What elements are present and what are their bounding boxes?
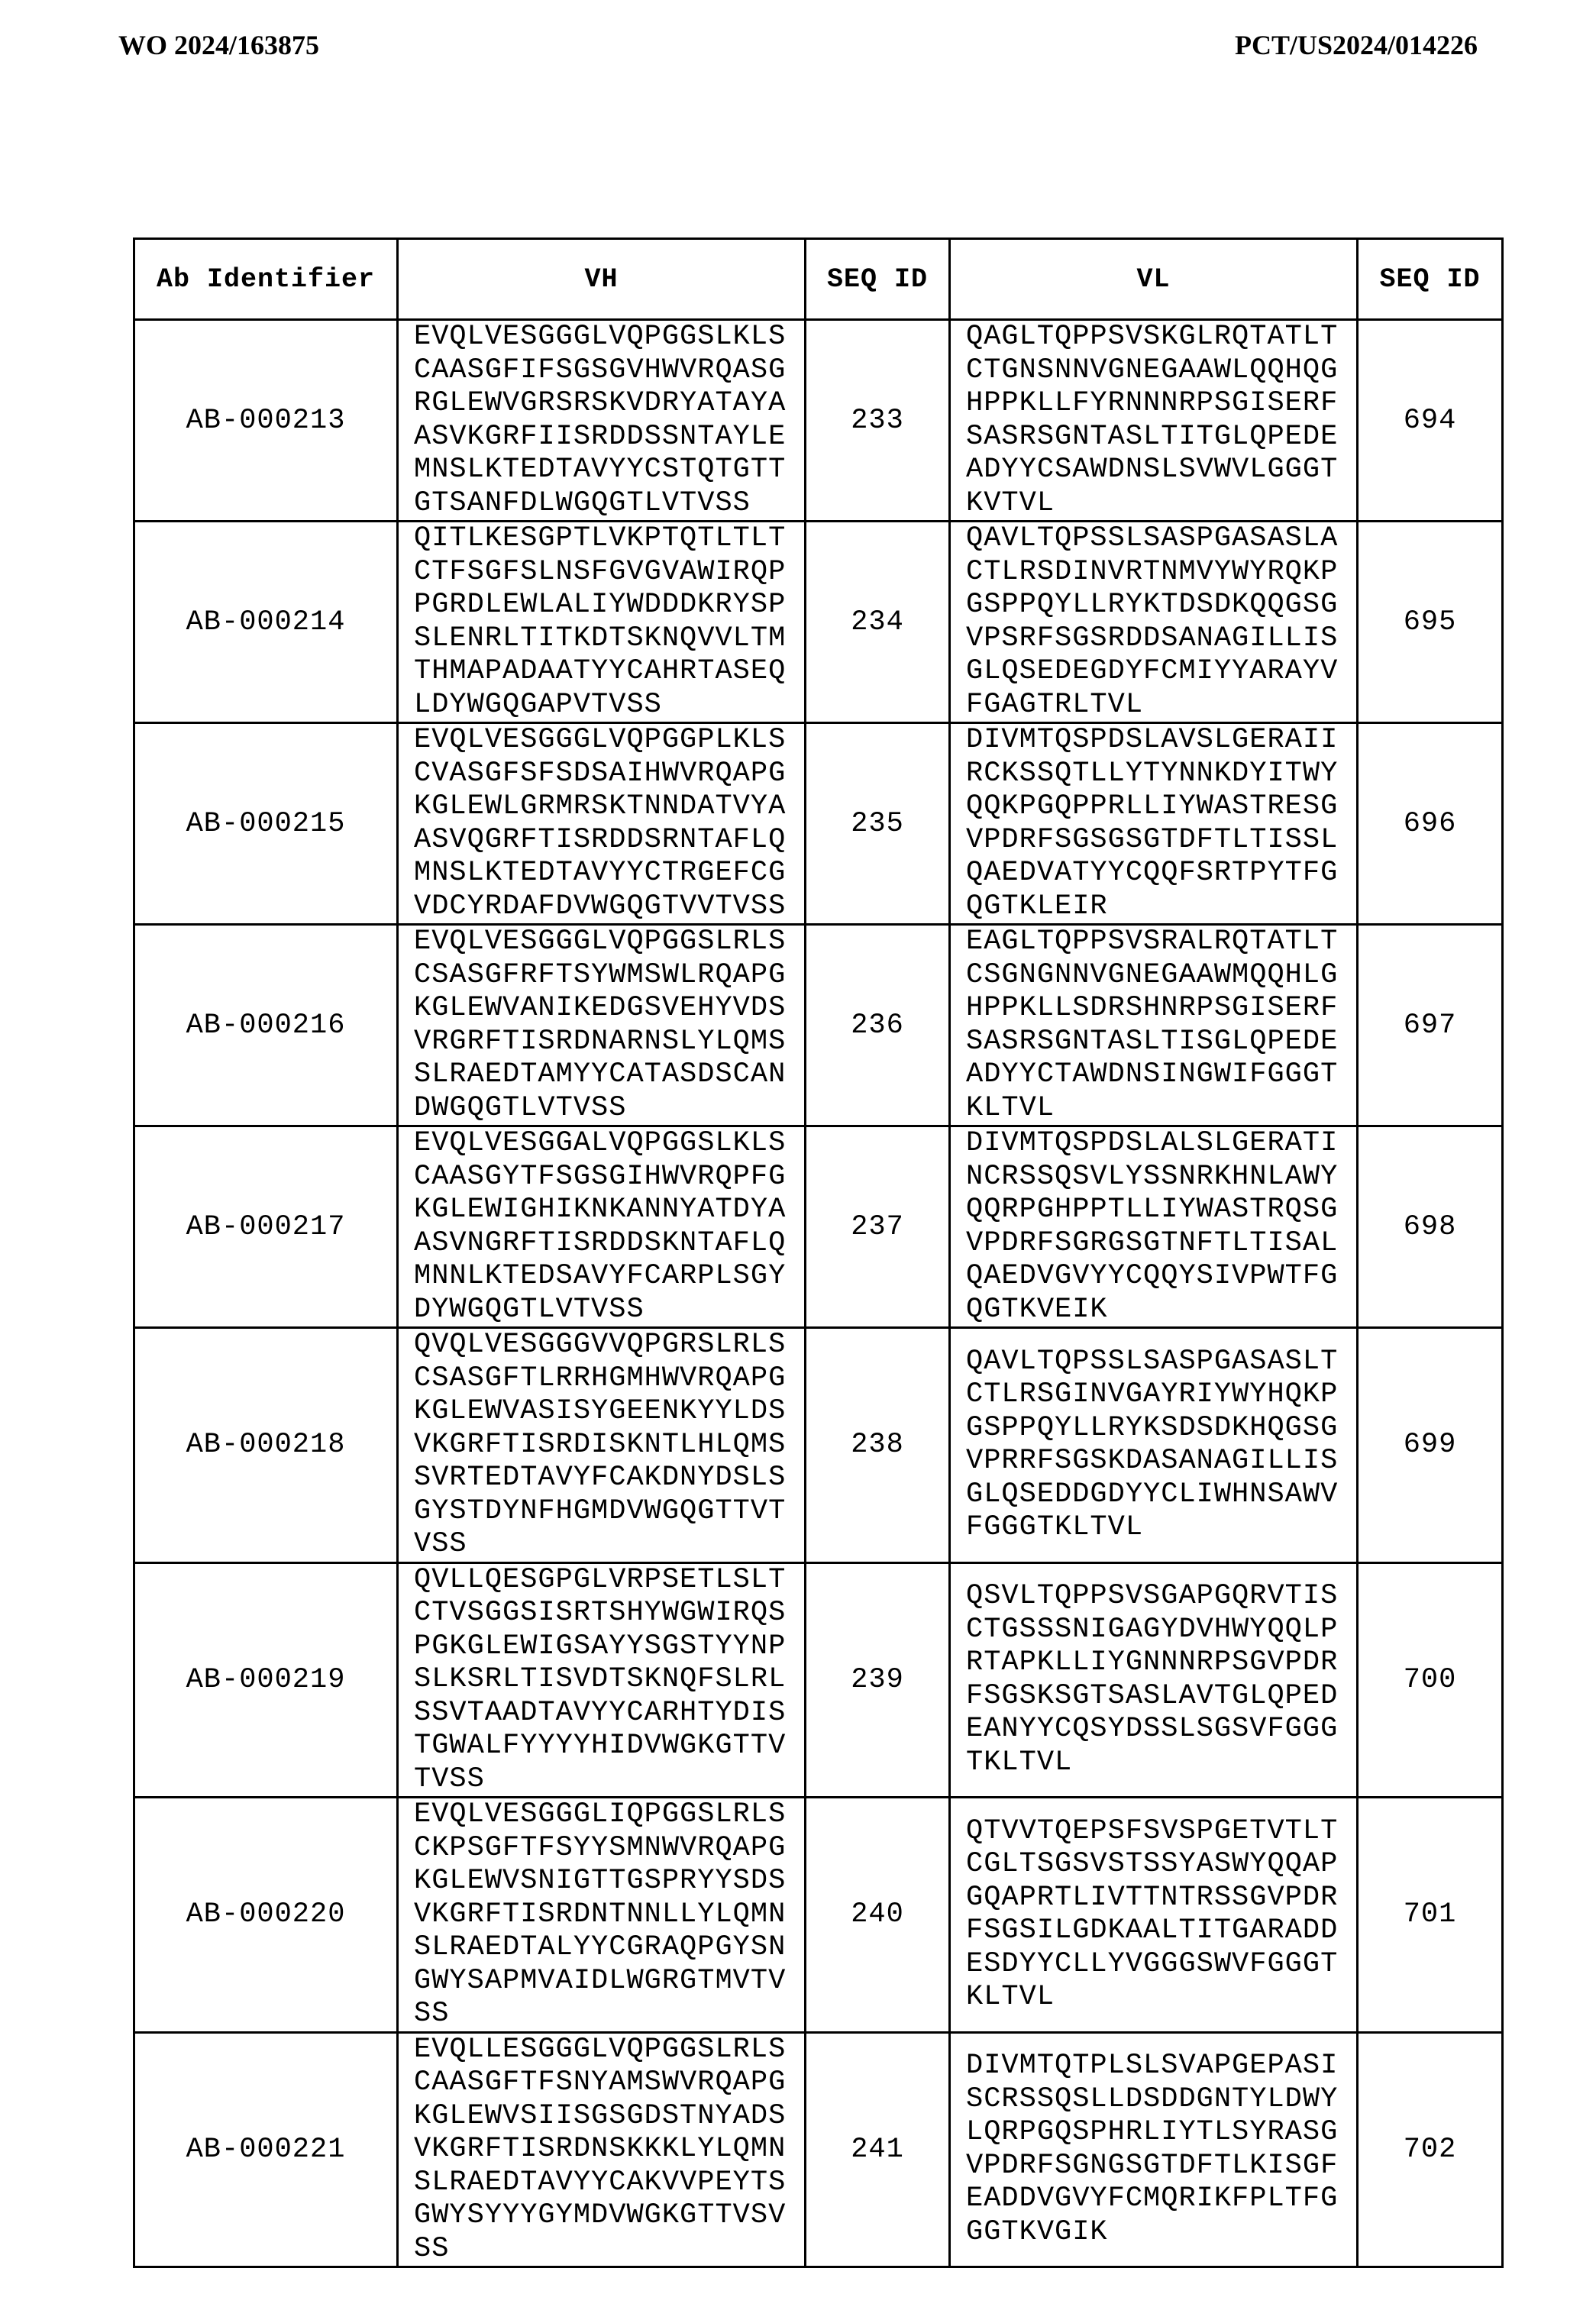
vh-sequence-cell: EVQLLESGGGLVQPGGSLRLS CAASGFTFSNYAMSWVRQAPG KGLEWVSIISGSGDSTNYADS VKGRFTISRDNSKKKLYLQMN SLRAEDTAVYYCAKVVPEYTS GWYSYYYGYMDVWGKGTTVSV SS — [398, 2032, 806, 2267]
vl-sequence-cell: QAGLTQPPSVSKGLRQTATLT CTGNSNNVGNEGAAWLQQHQG HPPKLLFYRNNNRPSGISERF SASRSGNTASLTITGLQPEDE ADYYCSAWDNSLSVWVLGGGT KVTVL — [950, 320, 1358, 522]
ab-identifier-cell: AB-000215 — [134, 723, 398, 925]
vh-seq-id-cell: 236 — [806, 925, 950, 1126]
table-row — [134, 522, 1503, 723]
vl-sequence-cell: DIVMTQSPDSLALSLGERATI NCRSSQSVLYSSNRKHNLAWY QQRPGHPPTLLIYWASTRQSG VPDRFSGRGSGTNFTLTISAL QAEDVGVYYCQQYSIVPWTFG QGTKVEIK — [950, 1126, 1358, 1328]
vl-seq-id-cell: 702 — [1358, 2032, 1503, 2267]
vl-seq-id-cell: 701 — [1358, 1798, 1503, 2033]
vh-sequence-cell: EVQLVESGGALVQPGGSLKLS CAASGYTFSGSGIHWVRQPFG KGLEWIGHIKNKANNYATDYA ASVNGRFTISRDDSKNTAFLQ MNNLKTEDSAVYFCARPLSGY DYWGQGTLVTVSS — [398, 1126, 806, 1328]
ab-identifier-cell: AB-000218 — [134, 1328, 398, 1563]
vl-sequence-cell: QAVLTQPSSLSASPGASASLT CTLRSGINVGAYRIYWYHQKP GSPPQYLLRYKSDSDKHQGSG VPRRFSGSKDASANAGILLIS GLQSEDDGDYYCLIWHNSAWV FGGGTKLTVL — [950, 1328, 1358, 1563]
vl-sequence-cell: QTVVTQEPSFSVSPGETVTLT CGLTSGSVSTSSYASWYQQAP GQAPRTLIVTTNTRSSGVPDR FSGSILGDKAALTITGARADD ESDYYCLLYVGGGSWVFGGGT KLTVL — [950, 1798, 1358, 2033]
vl-seq-id-cell: 699 — [1358, 1328, 1503, 1563]
table-row — [134, 320, 1503, 522]
ab-identifier-cell: AB-000216 — [134, 925, 398, 1126]
vh-sequence-cell: QVQLVESGGGVVQPGRSLRLS CSASGFTLRRHGMHWVRQAPG KGLEWVASISYGEENKYYLDS VKGRFTISRDISKNTLHLQMS SVRTEDTAVYFCAKDNYDSLS GYSTDYNFHGMDVWGQGTTVT VSS — [398, 1328, 806, 1563]
ab-identifier-cell: AB-000221 — [134, 2032, 398, 2267]
ab-identifier-cell: AB-000219 — [134, 1562, 398, 1798]
column-header-vh: VH — [398, 239, 806, 320]
vh-sequence-cell: EVQLVESGGGLVQPGGSLKLS CAASGFIFSGSGVHWVRQASG RGLEWVGRSRSKVDRYATAYA ASVKGRFIISRDDSSNTAYLE MNSLKTEDTAVYYCSTQTGTT GTSANFDLWGQGTLVTVSS — [398, 320, 806, 522]
table-row — [134, 925, 1503, 1126]
ab-identifier-cell: AB-000214 — [134, 522, 398, 723]
vl-sequence-cell: DIVMTQTPLSLSVAPGEPASI SCRSSQSLLDSDDGNTYLDWY LQRPGQSPHRLIYTLSYRASG VPDRFSGNGSGTDFTLKISGF EADDVGVYFCMQRIKFPLTFG GGTKVGIK — [950, 2032, 1358, 2267]
vl-seq-id-cell: 698 — [1358, 1126, 1503, 1328]
vh-seq-id-cell: 233 — [806, 320, 950, 522]
column-header-vh-seq-id: SEQ ID — [806, 239, 950, 320]
column-header-ab-identifier: Ab Identifier — [134, 239, 398, 320]
vh-seq-id-cell: 240 — [806, 1798, 950, 2033]
table-row — [134, 2032, 1503, 2267]
vl-seq-id-cell: 694 — [1358, 320, 1503, 522]
vh-seq-id-cell: 239 — [806, 1562, 950, 1798]
vl-seq-id-cell: 697 — [1358, 925, 1503, 1126]
vh-seq-id-cell: 241 — [806, 2032, 950, 2267]
vh-sequence-cell: EVQLVESGGGLIQPGGSLRLS CKPSGFTFSYYSMNWVRQAPG KGLEWVSNIGTTGSPRYYSDS VKGRFTISRDNTNNLLYLQMN SLRAEDTALYYCGRAQPGYSN GWYSAPMVAIDLWGRGTMVTV SS — [398, 1798, 806, 2033]
vh-seq-id-cell: 238 — [806, 1328, 950, 1563]
vh-sequence-cell: QVLLQESGPGLVRPSETLSLT CTVSGGSISRTSHYWGWIRQS PGKGLEWIGSAYYSGSTYYNP SLKSRLTISVDTSKNQFSLRL SSVTAADTAVYYCARHTYDIS TGWALFYYYYHIDVWGKGTTV TVSS — [398, 1562, 806, 1798]
table-row — [134, 723, 1503, 925]
vh-seq-id-cell: 237 — [806, 1126, 950, 1328]
publication-number: WO 2024/163875 — [118, 29, 319, 61]
vh-sequence-cell: EVQLVESGGGLVQPGGSLRLS CSASGFRFTSYWMSWLRQAPG KGLEWVANIKEDGSVEHYVDS VRGRFTISRDNARNSLYLQMS SLRAEDTAMYYCATASDSCAN DWGQGTLVTVSS — [398, 925, 806, 1126]
antibody-sequence-table — [133, 237, 1504, 2268]
vh-seq-id-cell: 234 — [806, 522, 950, 723]
column-header-vl-seq-id: SEQ ID — [1358, 239, 1503, 320]
table-row — [134, 1562, 1503, 1798]
vh-sequence-cell: EVQLVESGGGLVQPGGPLKLS CVASGFSFSDSAIHWVRQAPG KGLEWLGRMRSKTNNDATVYA ASVQGRFTISRDDSRNTAFLQ MNSLKTEDTAVYYCTRGEFCG VDCYRDAFDVWGQGTVVTVSS — [398, 723, 806, 925]
vl-seq-id-cell: 695 — [1358, 522, 1503, 723]
vl-sequence-cell: EAGLTQPPSVSRALRQTATLT CSGNGNNVGNEGAAWMQQHLG HPPKLLSDRSHNRPSGISERF SASRSGNTASLTISGLQPEDE ADYYCTAWDNSINGWIFGGGT KLTVL — [950, 925, 1358, 1126]
vl-sequence-cell: DIVMTQSPDSLAVSLGERAII RCKSSQTLLYTYNNKDYITWY QQKPGQPPRLLIYWASTRESG VPDRFSGSGSGTDFTLTISSL QAEDVATYYCQQFSRTPYTFG QGTKLEIR — [950, 723, 1358, 925]
ab-identifier-cell: AB-000220 — [134, 1798, 398, 2033]
column-header-vl: VL — [950, 239, 1358, 320]
vl-seq-id-cell: 700 — [1358, 1562, 1503, 1798]
vh-seq-id-cell: 235 — [806, 723, 950, 925]
vl-seq-id-cell: 696 — [1358, 723, 1503, 925]
vl-sequence-cell: QSVLTQPPSVSGAPGQRVTIS CTGSSSNIGAGYDVHWYQQLP RTAPKLLIYGNNNRPSGVPDR FSGSKSGTSASLAVTGLQPED EANYYCQSYDSSLSGSVFGGG TKLTVL — [950, 1562, 1358, 1798]
table-row — [134, 1126, 1503, 1328]
vl-sequence-cell: QAVLTQPSSLSASPGASASLA CTLRSDINVRTNMVYWYRQKP GSPPQYLLRYKTDSDKQQGSG VPSRFSGSRDDSANAGILLIS GLQSEDEGDYFCMIYYARAYV FGAGTRLTVL — [950, 522, 1358, 723]
ab-identifier-cell: AB-000213 — [134, 320, 398, 522]
vh-sequence-cell: QITLKESGPTLVKPTQTLTLT CTFSGFSLNSFGVGVAWIRQP PGRDLEWLALIYWDDDKRYSP SLENRLTITKDTSKNQVVLTM THMAPADAATYYCAHRTASEQ LDYWGQGAPVTVSS — [398, 522, 806, 723]
application-number: PCT/US2024/014226 — [1235, 29, 1478, 61]
table-row — [134, 1328, 1503, 1563]
table-header-row — [134, 239, 1503, 320]
ab-identifier-cell: AB-000217 — [134, 1126, 398, 1328]
table-row — [134, 1798, 1503, 2033]
